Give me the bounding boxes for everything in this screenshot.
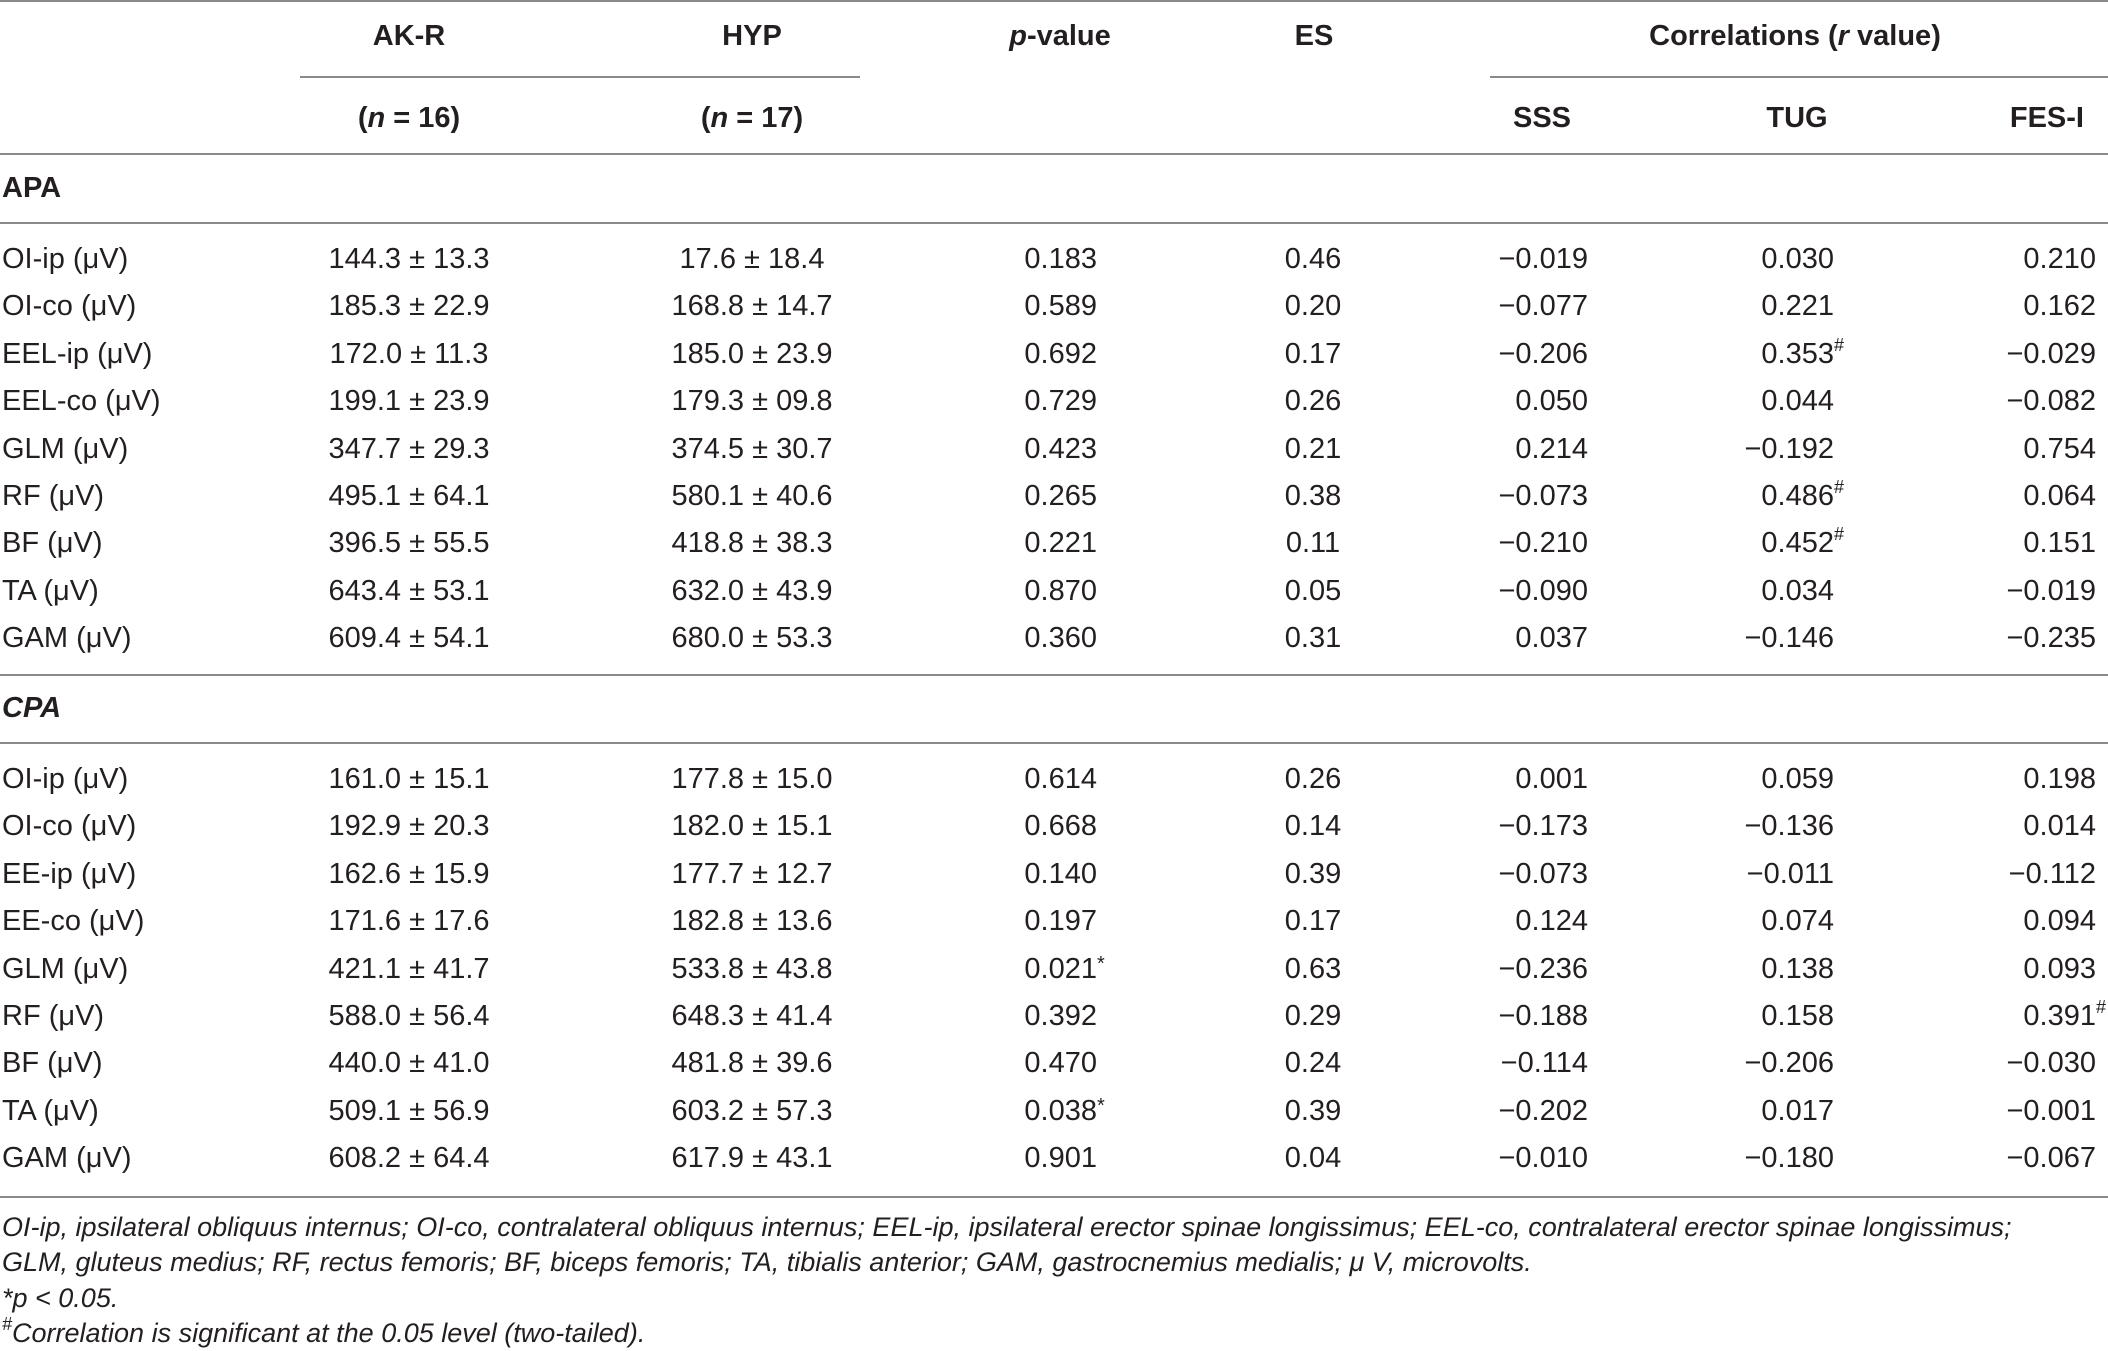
es-value: 0.04	[1284, 1142, 1342, 1174]
tug-correlation-number: −0.136	[1744, 810, 1834, 842]
akr-value: 161.0 ± 15.1	[328, 763, 490, 795]
header-p-value: p-value	[1009, 20, 1111, 52]
significance-mark: #	[1834, 335, 1845, 355]
section-title: APA	[2, 172, 62, 204]
fes-correlation-number: −0.019	[2006, 575, 2096, 607]
tug-correlation-number: 0.452	[1761, 527, 1834, 559]
row-label: RF (μV)	[2, 480, 105, 512]
tug-correlation	[1761, 241, 1834, 277]
p-value	[1024, 951, 1104, 987]
fes-correlation	[2006, 383, 2096, 419]
akr-value: 609.4 ± 54.1	[328, 622, 490, 654]
header-bottom-rule	[0, 153, 2108, 155]
row-label: BF (μV)	[2, 527, 103, 559]
es-value: 0.39	[1284, 858, 1342, 890]
es-value: 0.17	[1284, 905, 1342, 937]
row-label: RF (μV)	[2, 1000, 105, 1032]
tug-correlation-number: 0.138	[1761, 953, 1834, 985]
fes-correlation	[2023, 808, 2096, 844]
sss-correlation: −0.077	[1498, 290, 1588, 322]
tug-correlation-number: 0.158	[1761, 1000, 1834, 1032]
akr-value: 608.2 ± 64.4	[328, 1142, 490, 1174]
hyp-value: 617.9 ± 43.1	[671, 1142, 833, 1174]
sss-correlation: 0.124	[1515, 905, 1588, 937]
tug-correlation	[1747, 856, 1834, 892]
fes-correlation-number: 0.391	[2023, 1000, 2096, 1032]
es-value: 0.63	[1284, 953, 1342, 985]
footnote-hash-note: #Correlation is significant at the 0.05 level (two-tailed).	[2, 1314, 646, 1348]
fes-correlation-number: −0.082	[2006, 385, 2096, 417]
tug-correlation-number: −0.192	[1744, 433, 1834, 465]
p-value	[1024, 431, 1097, 467]
p-value-number: 0.614	[1024, 763, 1097, 795]
p-value-number: 0.021	[1024, 953, 1097, 985]
tug-correlation	[1761, 288, 1834, 324]
tug-correlation	[1761, 998, 1834, 1034]
fes-correlation	[2023, 903, 2096, 939]
row-label: EE-co (μV)	[2, 905, 145, 937]
p-value-number: 0.423	[1024, 433, 1097, 465]
es-value: 0.11	[1285, 527, 1341, 559]
fes-correlation-number: 0.014	[2023, 810, 2096, 842]
fes-correlation-number: 0.094	[2023, 905, 2096, 937]
header-tug: TUG	[1766, 102, 1828, 134]
table-top-rule	[0, 0, 2108, 2]
significance-mark: #	[1834, 477, 1845, 497]
fes-correlation-number: 0.151	[2023, 527, 2096, 559]
sss-correlation: −0.202	[1498, 1095, 1588, 1127]
fes-correlation	[2009, 856, 2096, 892]
p-value	[1024, 808, 1097, 844]
fes-correlation	[2006, 1045, 2096, 1081]
p-value	[1024, 1045, 1097, 1081]
p-value	[1024, 383, 1097, 419]
p-value-number: 0.038	[1024, 1095, 1097, 1127]
significance-mark: #	[1834, 524, 1845, 544]
fes-correlation-number: −0.067	[2006, 1142, 2096, 1174]
hyp-value: 168.8 ± 14.7	[671, 290, 833, 322]
akr-value: 495.1 ± 64.1	[328, 480, 490, 512]
tug-correlation-number: −0.146	[1744, 622, 1834, 654]
tug-correlation-number: 0.034	[1761, 575, 1834, 607]
fes-correlation-number: −0.235	[2006, 622, 2096, 654]
p-value	[1024, 478, 1097, 514]
tug-correlation	[1744, 620, 1834, 656]
hyp-value: 179.3 ± 09.8	[671, 385, 833, 417]
p-value	[1024, 288, 1097, 324]
tug-correlation	[1761, 525, 1844, 561]
tug-correlation	[1761, 573, 1834, 609]
tug-correlation	[1744, 1140, 1834, 1176]
akr-value: 421.1 ± 41.7	[328, 953, 490, 985]
p-value-number: 0.692	[1024, 338, 1097, 370]
es-value: 0.05	[1284, 575, 1342, 607]
p-value	[1024, 998, 1097, 1034]
header-es: ES	[1294, 20, 1334, 52]
row-label: OI-co (μV)	[2, 290, 137, 322]
fes-correlation	[2023, 478, 2096, 514]
p-value	[1024, 903, 1097, 939]
fes-correlation	[2006, 620, 2096, 656]
section-rule	[0, 222, 2108, 224]
akr-value: 192.9 ± 20.3	[328, 810, 490, 842]
es-value: 0.26	[1284, 763, 1342, 795]
sss-correlation: −0.188	[1498, 1000, 1588, 1032]
tug-correlation-number: −0.011	[1746, 858, 1834, 890]
es-value: 0.38	[1284, 480, 1342, 512]
akr-value: 162.6 ± 15.9	[328, 858, 490, 890]
tug-correlation-number: 0.044	[1761, 385, 1834, 417]
akr-value: 643.4 ± 53.1	[328, 575, 490, 607]
subheader-rule-groups	[300, 76, 860, 78]
akr-value: 172.0 ± 11.3	[329, 338, 489, 370]
tug-correlation	[1761, 761, 1834, 797]
tug-correlation-number: 0.486	[1761, 480, 1834, 512]
hyp-value: 418.8 ± 38.3	[671, 527, 833, 559]
header-sss: SSS	[1512, 102, 1572, 134]
fes-correlation	[2023, 288, 2096, 324]
es-value: 0.21	[1284, 433, 1342, 465]
tug-correlation	[1761, 383, 1834, 419]
akr-value: 347.7 ± 29.3	[328, 433, 490, 465]
fes-correlation	[2006, 336, 2096, 372]
akr-value: 144.3 ± 13.3	[328, 243, 490, 275]
fes-correlation-number: 0.064	[2023, 480, 2096, 512]
tug-correlation	[1761, 478, 1844, 514]
fes-correlation-number: 0.754	[2023, 433, 2096, 465]
header-correlations: Correlations (r value)	[1649, 20, 1941, 52]
hyp-value: 182.8 ± 13.6	[671, 905, 833, 937]
tug-correlation-number: 0.353	[1761, 338, 1834, 370]
tug-correlation-number: 0.221	[1761, 290, 1834, 322]
p-value-number: 0.901	[1024, 1142, 1097, 1174]
row-label: GLM (μV)	[2, 953, 129, 985]
tug-correlation	[1744, 808, 1834, 844]
subheader-rule-correlations	[1490, 76, 2108, 78]
fes-correlation	[2023, 431, 2096, 467]
row-label: EE-ip (μV)	[2, 858, 137, 890]
akr-value: 396.5 ± 55.5	[328, 527, 490, 559]
section-end-rule	[0, 674, 2108, 676]
significance-mark: *	[1097, 953, 1105, 975]
row-label: OI-ip (μV)	[2, 763, 129, 795]
hyp-value: 177.7 ± 12.7	[671, 858, 833, 890]
tug-correlation-number: −0.180	[1744, 1142, 1834, 1174]
significance-mark: *	[1097, 1095, 1105, 1117]
p-value-number: 0.360	[1024, 622, 1097, 654]
p-value-number: 0.870	[1024, 575, 1097, 607]
p-value-number: 0.265	[1024, 480, 1097, 512]
tug-correlation-number: 0.059	[1761, 763, 1834, 795]
sss-correlation: −0.114	[1500, 1047, 1588, 1079]
hyp-value: 481.8 ± 39.6	[671, 1047, 833, 1079]
akr-value: 440.0 ± 41.0	[328, 1047, 490, 1079]
p-value	[1024, 620, 1097, 656]
es-value: 0.14	[1284, 810, 1342, 842]
sss-correlation: 0.037	[1515, 622, 1588, 654]
fes-correlation-number: −0.029	[2006, 338, 2096, 370]
tug-correlation-number: 0.030	[1761, 243, 1834, 275]
row-label: GLM (μV)	[2, 433, 129, 465]
akr-value: 588.0 ± 56.4	[328, 1000, 490, 1032]
fes-correlation	[2023, 951, 2096, 987]
footnote-abbreviations-2: GLM, gluteus medius; RF, rectus femoris; BF, biceps femoris; TA, tibialis anterior; GAM, gastrocnemius medialis; μ V, microvolts.	[2, 1247, 1532, 1277]
p-value-number: 0.589	[1024, 290, 1097, 322]
header-akr: AK-R	[372, 20, 446, 52]
es-value: 0.24	[1284, 1047, 1342, 1079]
sss-correlation: −0.073	[1498, 858, 1588, 890]
hyp-value: 185.0 ± 23.9	[671, 338, 833, 370]
row-label: OI-co (μV)	[2, 810, 137, 842]
hyp-value: 374.5 ± 30.7	[671, 433, 833, 465]
es-value: 0.29	[1284, 1000, 1342, 1032]
fes-correlation	[2006, 573, 2096, 609]
p-value	[1024, 1140, 1097, 1176]
fes-correlation	[2023, 525, 2096, 561]
tug-correlation	[1744, 431, 1834, 467]
significance-mark: #	[2096, 997, 2107, 1017]
table-bottom-rule	[0, 1196, 2108, 1198]
hyp-value: 580.1 ± 40.6	[671, 480, 833, 512]
fes-correlation-number: 0.210	[2023, 243, 2096, 275]
p-value-number: 0.221	[1024, 527, 1097, 559]
tug-correlation	[1761, 336, 1844, 372]
fes-correlation-number: −0.001	[2006, 1095, 2096, 1127]
es-value: 0.46	[1284, 243, 1342, 275]
p-value	[1024, 336, 1097, 372]
p-value	[1024, 1093, 1104, 1129]
hyp-value: 680.0 ± 53.3	[671, 622, 833, 654]
p-value	[1024, 241, 1097, 277]
tug-correlation	[1761, 1093, 1834, 1129]
akr-value: 509.1 ± 56.9	[328, 1095, 490, 1127]
akr-value: 199.1 ± 23.9	[328, 385, 490, 417]
es-value: 0.39	[1284, 1095, 1342, 1127]
tug-correlation	[1761, 951, 1834, 987]
p-value-number: 0.392	[1024, 1000, 1097, 1032]
sss-correlation: −0.010	[1498, 1142, 1588, 1174]
tug-correlation	[1761, 903, 1834, 939]
fes-correlation-number: 0.093	[2023, 953, 2096, 985]
sss-correlation: −0.236	[1498, 953, 1588, 985]
fes-correlation	[2006, 1093, 2096, 1129]
hyp-value: 533.8 ± 43.8	[671, 953, 833, 985]
hyp-value: 17.6 ± 18.4	[679, 243, 825, 275]
akr-value: 171.6 ± 17.6	[328, 905, 490, 937]
footnote-abbreviations-1: OI-ip, ipsilateral obliquus internus; OI-co, contralateral obliquus internus; EEL-ip, ipsilateral erector spinae longissimus; EEL-co, contralateral erector spinae longissimus;	[2, 1212, 2012, 1242]
p-value	[1024, 573, 1097, 609]
hyp-value: 177.8 ± 15.0	[671, 763, 833, 795]
row-label: OI-ip (μV)	[2, 243, 129, 275]
section-title: CPA	[2, 692, 62, 724]
sss-correlation: −0.090	[1498, 575, 1588, 607]
row-label: BF (μV)	[2, 1047, 103, 1079]
tug-correlation	[1744, 1045, 1834, 1081]
es-value: 0.17	[1284, 338, 1342, 370]
section-rule	[0, 742, 2108, 744]
p-value-number: 0.183	[1024, 243, 1097, 275]
row-label: GAM (μV)	[2, 622, 132, 654]
row-label: EEL-co (μV)	[2, 385, 161, 417]
row-label: GAM (μV)	[2, 1142, 132, 1174]
row-label: TA (μV)	[2, 575, 99, 607]
header-n-hyp: (n = 17)	[700, 102, 804, 134]
hyp-value: 603.2 ± 57.3	[671, 1095, 833, 1127]
fes-correlation-number: −0.112	[2008, 858, 2096, 890]
p-value	[1024, 525, 1097, 561]
tug-correlation-number: 0.074	[1761, 905, 1834, 937]
es-value: 0.26	[1284, 385, 1342, 417]
p-value	[1024, 761, 1097, 797]
p-value-number: 0.668	[1024, 810, 1097, 842]
p-value-number: 0.729	[1024, 385, 1097, 417]
sss-correlation: 0.214	[1515, 433, 1588, 465]
fes-correlation	[2023, 761, 2096, 797]
sss-correlation: 0.050	[1515, 385, 1588, 417]
fes-correlation	[2023, 241, 2096, 277]
p-value	[1024, 856, 1097, 892]
sss-correlation: −0.173	[1498, 810, 1588, 842]
sss-correlation: −0.210	[1498, 527, 1588, 559]
sss-correlation: −0.206	[1498, 338, 1588, 370]
sss-correlation: −0.073	[1498, 480, 1588, 512]
p-value-number: 0.140	[1024, 858, 1097, 890]
fes-correlation	[2023, 998, 2106, 1034]
tug-correlation-number: 0.017	[1761, 1095, 1834, 1127]
p-value-number: 0.470	[1024, 1047, 1097, 1079]
es-value: 0.20	[1284, 290, 1342, 322]
tug-correlation-number: −0.206	[1744, 1047, 1834, 1079]
p-value-number: 0.197	[1024, 905, 1097, 937]
fes-correlation-number: 0.198	[2023, 763, 2096, 795]
header-hyp: HYP	[722, 20, 782, 52]
row-label: EEL-ip (μV)	[2, 338, 153, 370]
fes-correlation	[2006, 1140, 2096, 1176]
header-n-akr: (n = 16)	[357, 102, 461, 134]
hyp-value: 182.0 ± 15.1	[671, 810, 833, 842]
sss-correlation: 0.001	[1515, 763, 1588, 795]
akr-value: 185.3 ± 22.9	[328, 290, 490, 322]
header-fes-i: FES-I	[2009, 102, 2084, 134]
sss-correlation: −0.019	[1498, 243, 1588, 275]
hyp-value: 648.3 ± 41.4	[671, 1000, 833, 1032]
hyp-value: 632.0 ± 43.9	[671, 575, 833, 607]
fes-correlation-number: −0.030	[2006, 1047, 2096, 1079]
es-value: 0.31	[1284, 622, 1342, 654]
row-label: TA (μV)	[2, 1095, 99, 1127]
footnote-p-note: *p < 0.05.	[2, 1283, 119, 1313]
fes-correlation-number: 0.162	[2023, 290, 2096, 322]
